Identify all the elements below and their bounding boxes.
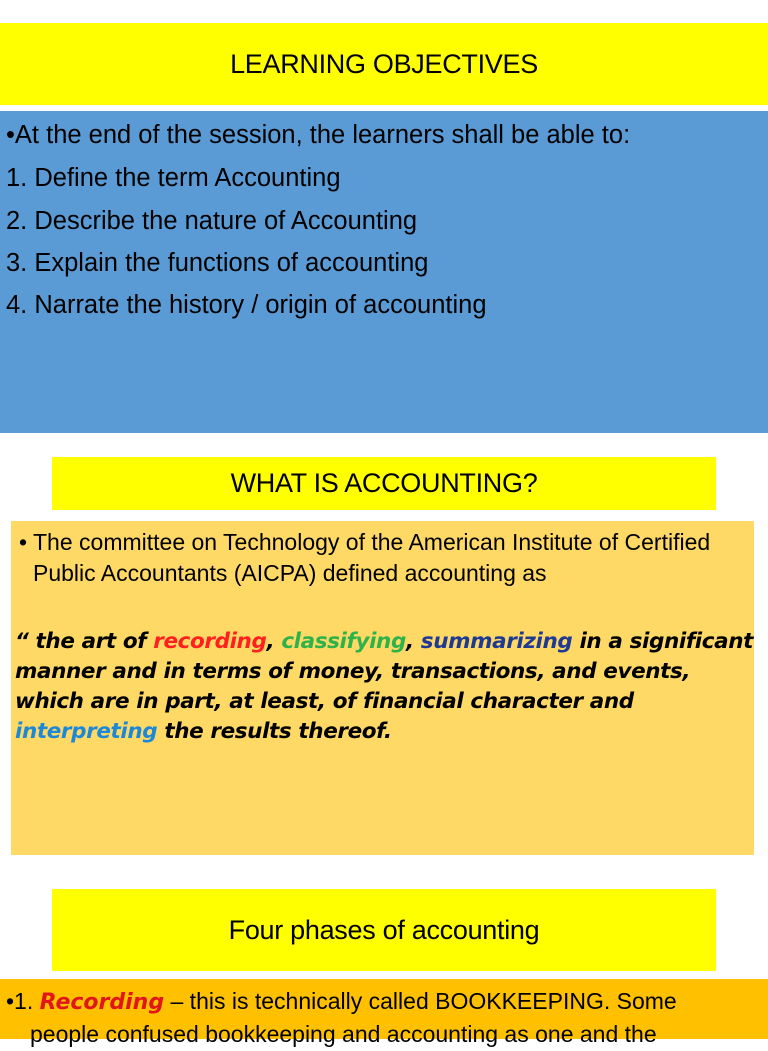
quote-text: , <box>266 629 282 654</box>
phase-description: – this is technically called BOOKKEEPING. Some <box>164 988 677 1014</box>
phase-number: •1. <box>6 988 40 1014</box>
quote-text: in a significant manner and in terms of money, transactions, and events, which are in part, at least, of financial character and <box>15 629 754 714</box>
what-is-accounting-header <box>52 457 716 510</box>
objective-item: 3. Explain the functions of accounting <box>6 249 429 277</box>
objective-item: 2. Describe the nature of Accounting <box>6 207 418 235</box>
quote-term-summarizing: summarizing <box>420 629 573 654</box>
learning-objectives-box <box>0 111 768 433</box>
quote-text: the results thereof. <box>157 719 392 744</box>
four-phases-header <box>52 889 716 971</box>
what-is-accounting-title: WHAT IS ACCOUNTING? <box>230 468 538 498</box>
quote-text: , <box>405 629 421 654</box>
objectives-intro: •At the end of the session, the learners shall be able to: <box>6 121 631 149</box>
aicpa-definition-quote <box>15 627 753 747</box>
definition-intro-text: The committee on Technology of the American Institute of Certified Public Accountants (AICPA) defined accounting as <box>33 529 711 586</box>
objective-item: 1. Define the term Accounting <box>6 164 341 192</box>
quote-text: “ the art of <box>15 629 154 654</box>
phase-description-line2: people confused bookkeeping and accounting as one and the <box>30 1021 657 1047</box>
four-phases-title: Four phases of accounting <box>228 914 540 945</box>
bullet: • <box>19 529 28 555</box>
phase-term-recording: Recording <box>39 990 165 1015</box>
phases-box <box>0 979 768 1047</box>
definition-box <box>11 521 754 855</box>
quote-term-classifying: classifying <box>281 629 406 654</box>
learning-objectives-header <box>0 23 768 105</box>
definition-intro <box>19 527 753 589</box>
quote-term-interpreting: interpreting <box>15 719 158 744</box>
learning-objectives-title: LEARNING OBJECTIVES <box>230 48 538 79</box>
phase-item-recording <box>6 984 677 1020</box>
quote-term-recording: recording <box>153 629 267 654</box>
objective-item: 4. Narrate the history / origin of accounting <box>6 291 487 319</box>
